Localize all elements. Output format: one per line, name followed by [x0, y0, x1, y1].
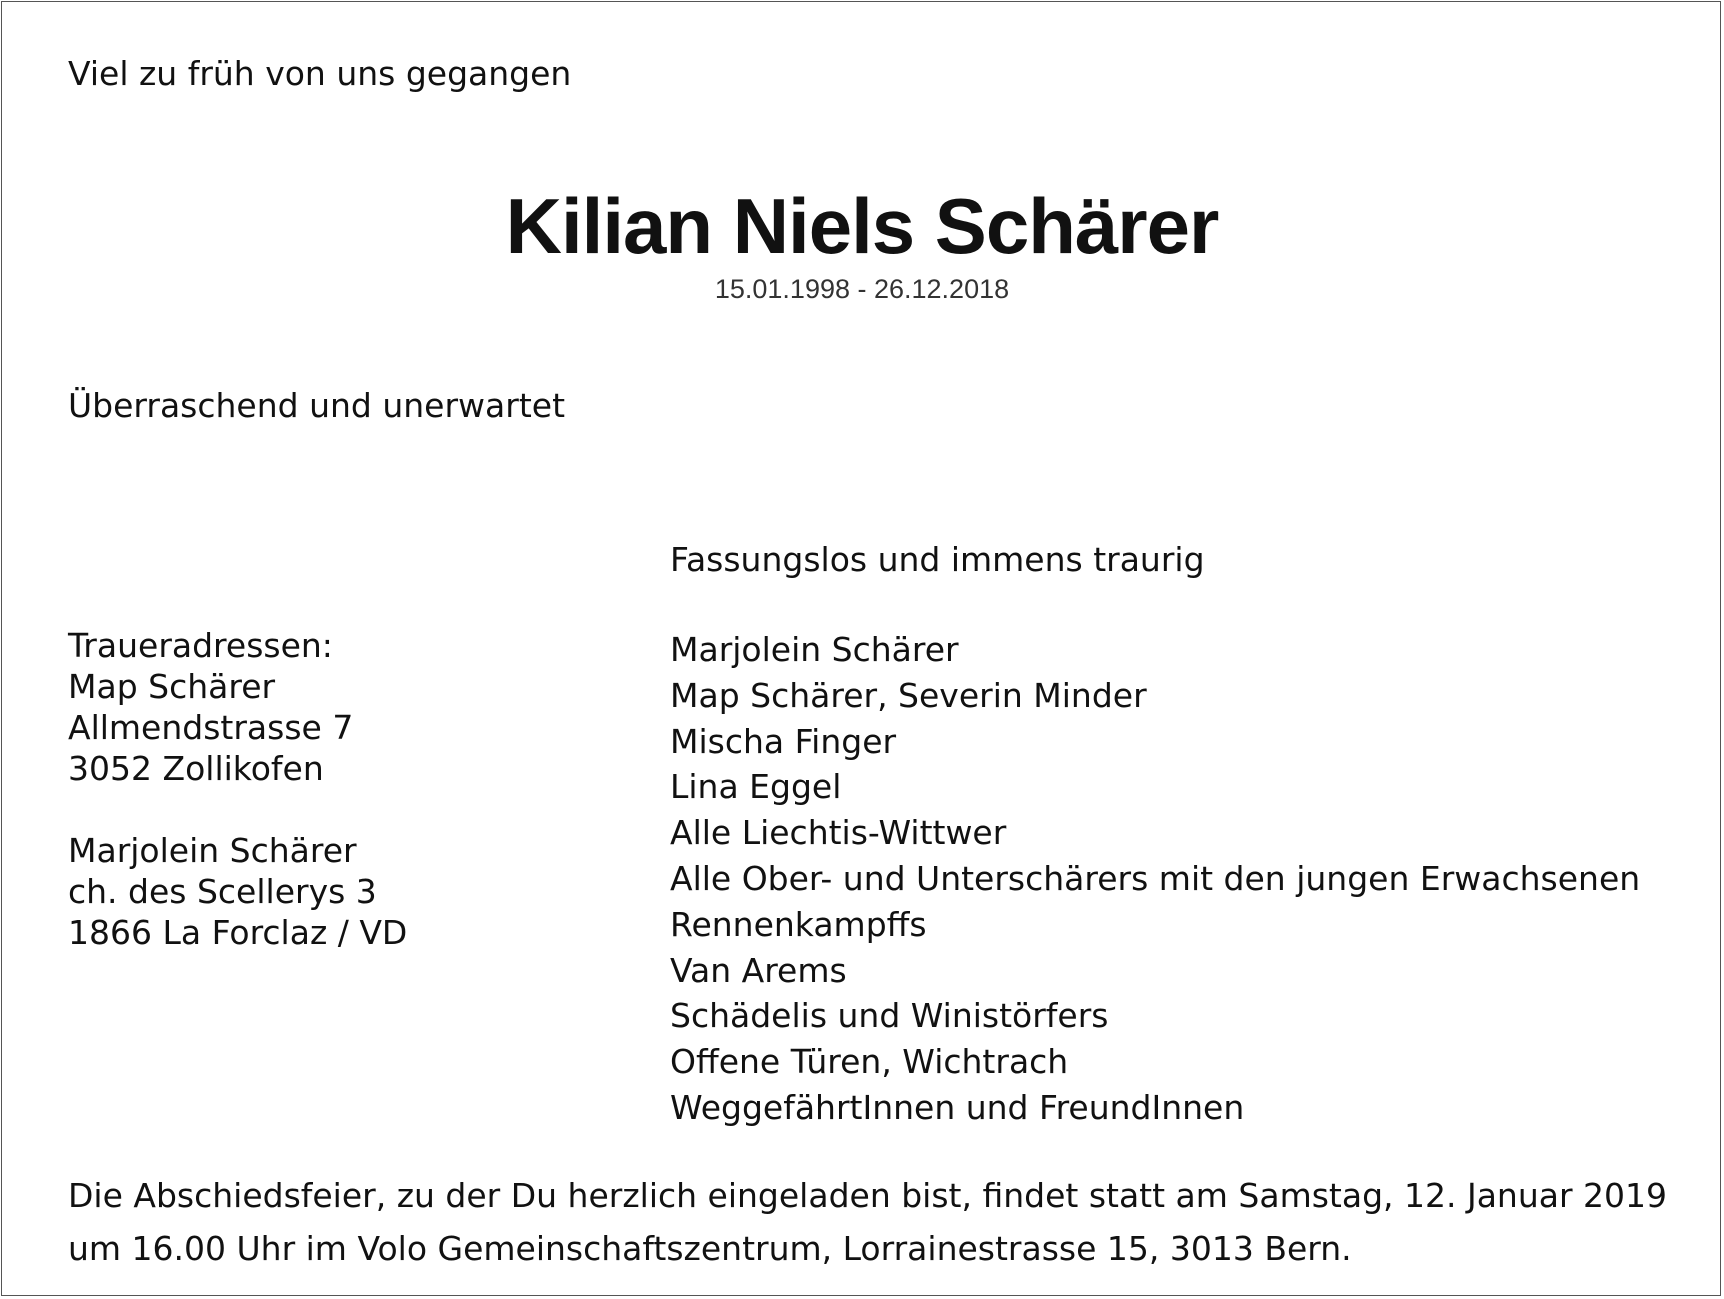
- mourner-entry: Map Schärer, Severin Minder: [670, 675, 1147, 715]
- life-dates: 15.01.1998 - 26.12.2018: [714, 274, 1010, 304]
- address-spacer: [68, 789, 407, 830]
- address-line: 1866 La Forclaz / VD: [68, 913, 408, 952]
- mourner-entry: WeggefährtInnen und FreundInnen: [670, 1087, 1245, 1127]
- mourner-entry: Van Arems: [670, 950, 847, 990]
- mourners-list: [670, 627, 1640, 1131]
- intro-line: Viel zu früh von uns gegangen: [68, 54, 572, 93]
- mourner-entry: Offene Türen, Wichtrach: [670, 1042, 1069, 1082]
- address-line: ch. des Scellerys 3: [68, 872, 377, 911]
- address-line: 3052 Zollikofen: [68, 749, 324, 788]
- ceremony-line-1: Die Abschiedsfeier, zu der Du herzlich eingeladen bist, findet statt am Samstag, 12. Januar 2019: [68, 1176, 1668, 1215]
- subline: Überraschend und unerwartet: [68, 386, 566, 425]
- mourner-entry: Mischa Finger: [670, 721, 897, 761]
- mourner-entry: Alle Ober- und Unterschärers mit den jungen Erwachsenen: [670, 858, 1641, 898]
- mourner-entry: Rennenkampffs: [670, 904, 927, 944]
- addresses-heading: Traueradressen:: [68, 626, 333, 665]
- grief-line: Fassungslos und immens traurig: [670, 540, 1205, 579]
- mourner-entry: Marjolein Schärer: [670, 630, 959, 669]
- ceremony-info: [68, 1169, 1667, 1275]
- mourner-entry: Alle Liechtis-Wittwer: [670, 813, 1007, 853]
- deceased-name: Kilian Niels Schärer: [505, 182, 1219, 270]
- mourner-entry: Schädelis und Winistörfers: [670, 996, 1109, 1036]
- address-line: Marjolein Schärer: [68, 831, 357, 870]
- address-line: Map Schärer: [68, 667, 276, 706]
- ceremony-line-2: um 16.00 Uhr im Volo Gemeinschaftszentrum, Lorrainestrasse 15, 3013 Bern.: [68, 1229, 1352, 1268]
- address-line: Allmendstrasse 7: [68, 708, 354, 747]
- mourner-entry: Lina Eggel: [670, 767, 842, 807]
- mourning-addresses: [68, 625, 407, 953]
